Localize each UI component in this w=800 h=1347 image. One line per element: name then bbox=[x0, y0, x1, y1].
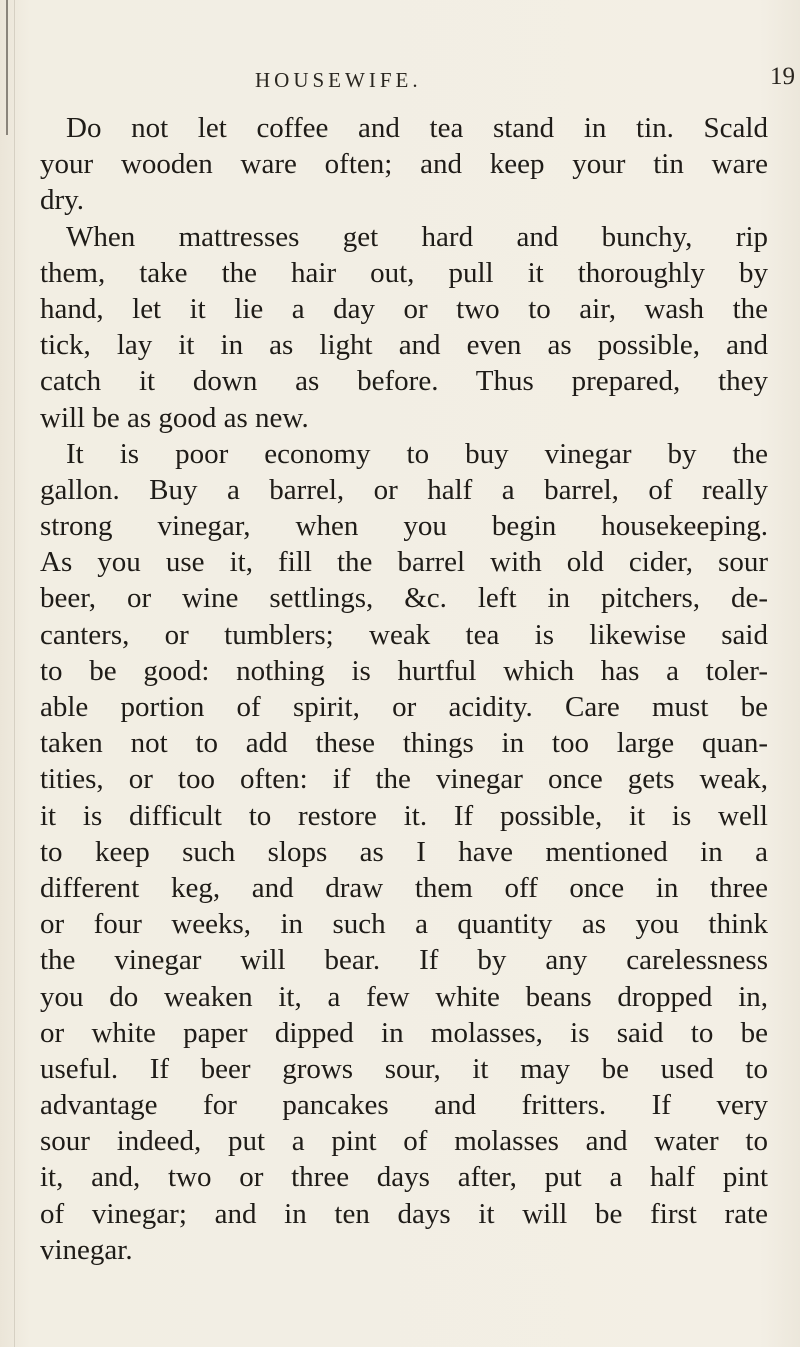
text-line: catch it down as before. Thus prepared, they bbox=[40, 365, 768, 398]
text-line: it, and, two or three days after, put a half pint bbox=[40, 1161, 768, 1194]
text-line: tities, or too often: if the vinegar once gets weak, bbox=[40, 763, 768, 796]
text-line: different keg, and draw them off once in three bbox=[40, 871, 768, 904]
running-head: HOUSEWIFE. bbox=[255, 68, 422, 92]
text-line: tick, lay it in as light and even as possible, and bbox=[40, 329, 768, 362]
text-line: to keep such slops as I have mentioned in a bbox=[40, 835, 768, 868]
text-line: to be good: nothing is hurtful which has a toler- bbox=[40, 654, 768, 687]
text-line: vinegar. bbox=[40, 1233, 133, 1266]
text-line: them, take the hair out, pull it thoroughly by bbox=[40, 256, 768, 289]
text-line: As you use it, fill the barrel with old cider, sour bbox=[40, 546, 768, 579]
text-line: beer, or wine settlings, &c. left in pitchers, de- bbox=[40, 582, 768, 615]
text-line: or four weeks, in such a quantity as you think bbox=[40, 908, 768, 941]
text-line: hand, let it lie a day or two to air, wash the bbox=[40, 292, 768, 325]
text-line: advantage for pancakes and fritters. If very bbox=[40, 1089, 768, 1122]
text-line: or white paper dipped in molasses, is said to be bbox=[40, 1016, 768, 1049]
text-line: useful. If beer grows sour, it may be used to bbox=[40, 1052, 768, 1085]
text-line: gallon. Buy a barrel, or half a barrel, of really bbox=[40, 473, 768, 506]
text-line: able portion of spirit, or acidity. Care must be bbox=[40, 691, 768, 723]
page-number: 19 bbox=[770, 63, 795, 90]
body-text bbox=[40, 110, 768, 1268]
binding-shadow bbox=[14, 0, 15, 1347]
text-line: sour indeed, put a pint of molasses and water to bbox=[40, 1125, 768, 1158]
text-line: It is poor economy to buy vinegar by the bbox=[66, 437, 768, 470]
binding-edge bbox=[6, 0, 8, 135]
text-line: you do weaken it, a few white beans dropped in, bbox=[40, 980, 768, 1013]
text-line: strong vinegar, when you begin housekeeping. bbox=[40, 510, 768, 543]
text-line: When mattresses get hard and bunchy, rip bbox=[66, 220, 768, 253]
text-line: will be as good as new. bbox=[40, 401, 309, 434]
text-line: canters, or tumblers; weak tea is likewise said bbox=[40, 618, 768, 651]
text-line: the vinegar will bear. If by any carelessness bbox=[40, 944, 768, 977]
text-line: dry. bbox=[40, 184, 85, 217]
text-line: of vinegar; and in ten days it will be first rate bbox=[40, 1197, 768, 1230]
text-line: it is difficult to restore it. If possible, it is well bbox=[40, 799, 768, 832]
text-line: your wooden ware often; and keep your tin ware bbox=[40, 148, 768, 181]
text-line: taken not to add these things in too large quan- bbox=[40, 727, 768, 760]
text-line: Do not let coffee and tea stand in tin. Scald bbox=[66, 112, 768, 144]
